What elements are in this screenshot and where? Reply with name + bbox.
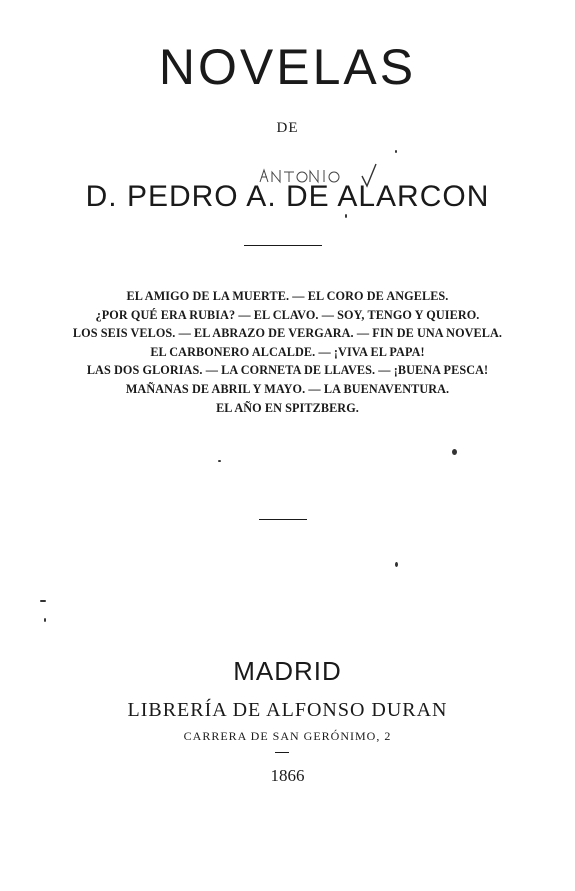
publisher-address: CARRERA DE SAN GERÓNIMO, 2 bbox=[183, 729, 392, 743]
publisher-name: LIBRERÍA DE ALFONSO DURAN bbox=[127, 699, 448, 721]
divider-bottom bbox=[275, 752, 289, 753]
byline-de: DE bbox=[276, 120, 299, 136]
contents-line: EL AMIGO DE LA MUERTE. — EL CORO DE ANGELES. bbox=[126, 289, 449, 303]
ink-speck bbox=[395, 150, 397, 153]
divider-middle bbox=[259, 519, 307, 520]
contents-line: LOS SEIS VELOS. — EL ABRAZO DE VERGARA. — FIN DE UNA NOVELA. bbox=[72, 326, 503, 341]
ink-speck bbox=[40, 600, 46, 602]
contents-line: ¿POR QUÉ ERA RUBIA? — EL CLAVO. — SOY, TENGO Y QUIERO. bbox=[95, 307, 480, 322]
divider-top bbox=[244, 245, 322, 246]
contents-line: LAS DOS GLORIAS. — LA CORNETA DE LLAVES. — ¡BUENA PESCA! bbox=[86, 363, 489, 378]
publication-year: 1866 bbox=[270, 766, 305, 785]
ink-speck bbox=[44, 618, 46, 622]
ink-speck bbox=[452, 449, 457, 455]
author-name: D. PEDRO A. DE ALARCON bbox=[85, 180, 490, 213]
ink-speck bbox=[345, 214, 347, 218]
contents-line: EL AÑO EN SPITZBERG. bbox=[216, 400, 359, 415]
publication-city: MADRID bbox=[233, 656, 342, 686]
contents-line: EL CARBONERO ALCALDE. — ¡VIVA EL PAPA! bbox=[150, 344, 425, 359]
contents-line: MAÑANAS DE ABRIL Y MAYO. — LA BUENAVENTURA. bbox=[125, 381, 450, 396]
contents-list bbox=[0, 287, 575, 417]
book-title: NOVELAS bbox=[158, 39, 417, 95]
ink-speck bbox=[395, 562, 398, 567]
ink-speck bbox=[218, 460, 221, 462]
